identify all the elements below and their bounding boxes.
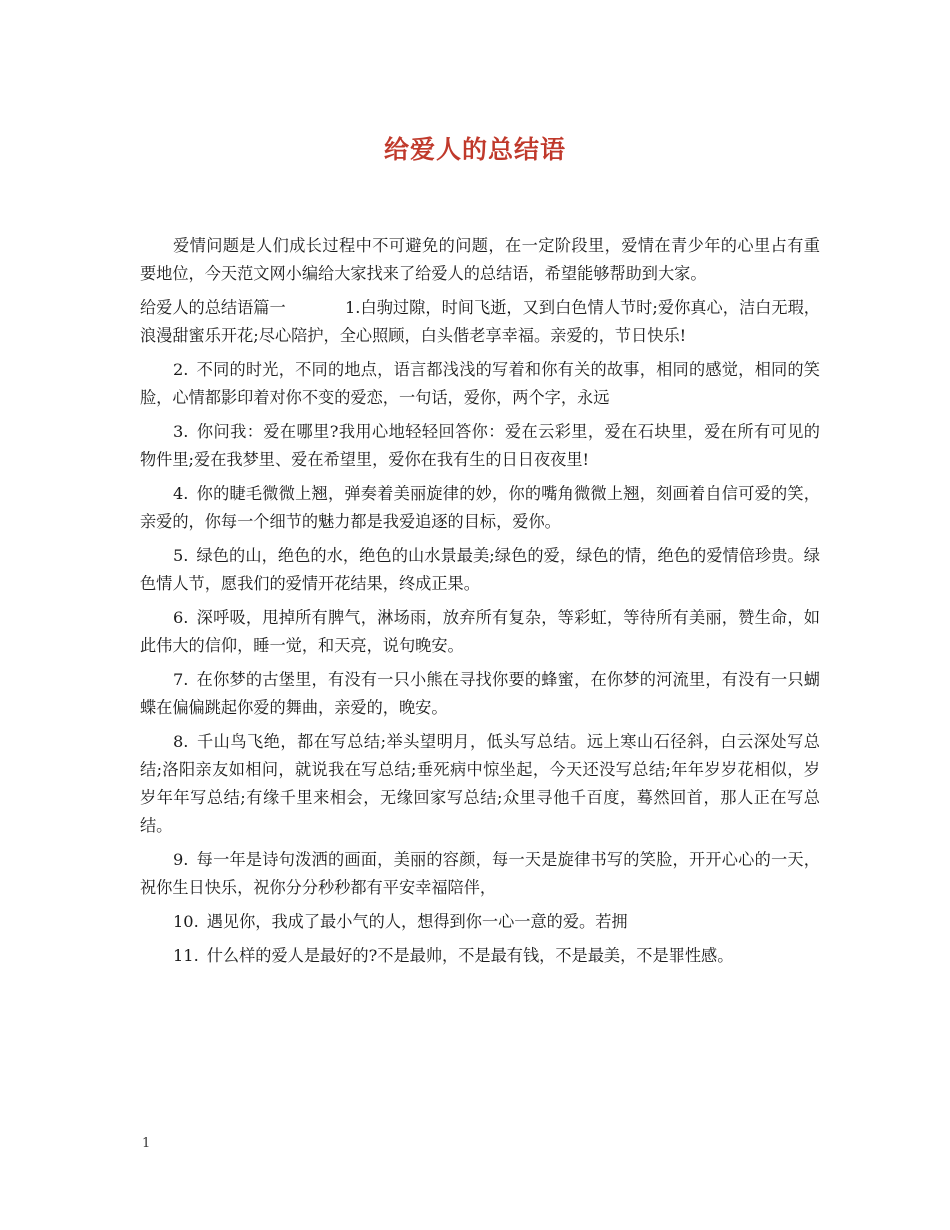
item-number: 4. (173, 484, 189, 503)
item-text: 不同的时光，不同的地点，语言都浅浅的写着和你有关的故事，相同的感觉，相同的笑脸，心情都影印着对你不变的爱恋，一句话，爱你，两个字，永远 (140, 360, 820, 407)
item-number: 11. (173, 946, 199, 965)
item-number: 7. (173, 670, 189, 689)
item-text: 什么样的爱人是最好的?不是最帅，不是最有钱，不是最美，不是罪性感。 (206, 946, 734, 965)
item-text: 遇见你，我成了最小气的人，想得到你一心一意的爱。若拥 (206, 912, 628, 931)
item-number: 9. (173, 850, 189, 869)
item-text: 在你梦的古堡里，有没有一只小熊在寻找你要的蜂蜜，在你梦的河流里，有没有一只蝴蝶在偏偏跳起你爱的舞曲，亲爱的，晚安。 (140, 670, 820, 717)
list-item (140, 604, 820, 660)
list-item (140, 728, 820, 840)
item-text: 深呼吸，甩掉所有脾气，淋场雨，放弃所有复杂，等彩虹，等待所有美丽，赞生命，如此伟大的信仰，睡一觉，和天亮，说句晚安。 (140, 608, 820, 655)
item-number: 8. (173, 732, 189, 751)
list-item (140, 666, 820, 722)
item-text: 你的睫毛微微上翘，弹奏着美丽旋律的妙，你的嘴角微微上翘，刻画着自信可爱的笑，亲爱的，你每一个细节的魅力都是我爱追逐的目标，爱你。 (140, 484, 820, 531)
list-item (140, 942, 820, 970)
item-number: 10. (173, 912, 199, 931)
list-item (140, 908, 820, 936)
item-number: 5. (173, 546, 189, 565)
item-text: 你问我：爱在哪里?我用心地轻轻回答你：爱在云彩里，爱在石块里，爱在所有可见的物件里;爱在我梦里、爱在希望里，爱你在我有生的日日夜夜里! (140, 422, 820, 469)
item-number: 1. (345, 298, 361, 317)
list-item (140, 846, 820, 902)
section-heading: 给爱人的总结语篇一 (140, 298, 286, 317)
item-number: 3. (173, 422, 189, 441)
list-item (140, 480, 820, 536)
item-number: 6. (173, 608, 189, 627)
section-first-paragraph (140, 294, 820, 350)
list-item (140, 542, 820, 598)
item-text: 白驹过隙，时间飞逝，又到白色情人节时;爱你真心，洁白无瑕，浪漫甜蜜乐开花;尽心陪护，全心照顾，白头偕老享幸福。亲爱的，节日快乐! (140, 298, 820, 345)
page-title: 给爱人的总结语 (383, 135, 566, 164)
item-text: 千山鸟飞绝，都在写总结;举头望明月，低头写总结。远上寒山石径斜，白云深处写总结;洛阳亲友如相问，就说我在写总结;垂死病中惊坐起，今天还没写总结;年年岁岁花相似，岁岁年年写总结;有缘千里来相会，无缘回家写总结;众里寻他千百度，蓦然回首，那人正在写总结。 (140, 732, 820, 835)
item-number: 2. (173, 360, 189, 379)
intro-paragraph: 爱情问题是人们成长过程中不可避免的问题，在一定阶段里，爱情在青少年的心里占有重要地位，今天范文网小编给大家找来了给爱人的总结语，希望能够帮助到大家。 (140, 236, 820, 283)
document-body (140, 232, 820, 976)
page-number: 1 (142, 1136, 151, 1151)
item-text: 每一年是诗句泼洒的画面，美丽的容颜，每一天是旋律书写的笑脸，开开心心的一天，祝你生日快乐，祝你分分秒秒都有平安幸福陪伴， (140, 850, 820, 897)
item-text: 绿色的山，绝色的水，绝色的山水景最美;绿色的爱，绿色的情，绝色的爱情倍珍贵。绿色情人节，愿我们的爱情开花结果，终成正果。 (140, 546, 820, 593)
list-item (140, 418, 820, 474)
list-item (140, 356, 820, 412)
